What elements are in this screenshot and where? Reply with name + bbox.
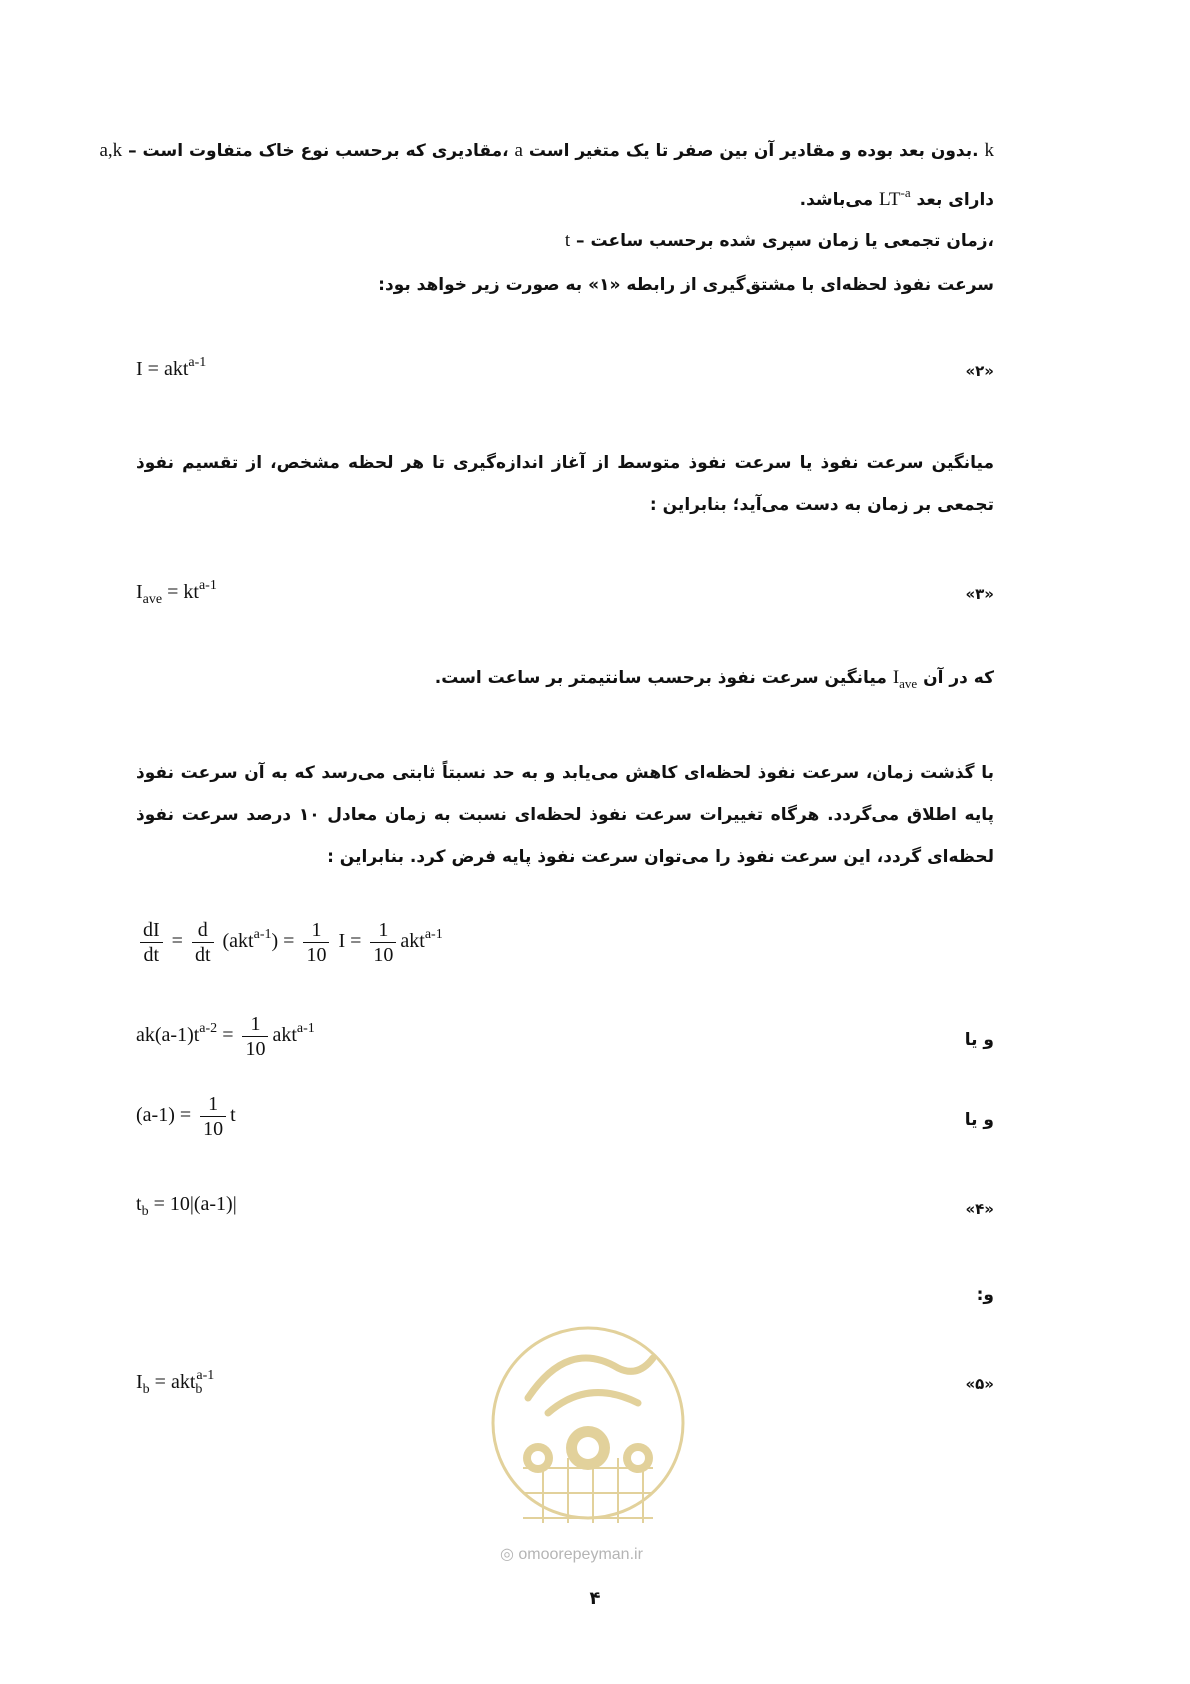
and-label: و: [976, 1285, 994, 1305]
fraction-one-tenth-b: $\frac{1}{10}$ [370, 918, 396, 967]
var-k: k [984, 140, 994, 161]
or-label-1: و یا [964, 1030, 994, 1050]
paragraph-average-rate: میانگین سرعت نفوذ یا سرعت نفوذ متوسط از آغاز اندازه‌گیری تا هر لحظه مشخص، از تقسیم نفوذ تجمعی بر زمان به دست می‌آید؛ بنابراین : [136, 453, 994, 515]
definition-t-text: – زمان تجمعی یا زمان سپری شده برحسب ساعت، [570, 231, 994, 251]
equation-4: $t_b = 10|(a-1)|$ [136, 1193, 237, 1219]
equation-2: I = akt$^{a-1}$ [136, 355, 207, 380]
equation-2-number: «۲» [965, 362, 994, 380]
watermark-url: ◎ omoorepeyman.ir [500, 1546, 643, 1563]
dimension-pre: دارای بعد [910, 190, 994, 210]
watermark-logo [488, 1318, 688, 1558]
equation-or-2: (a-1) = $\frac{1}{10}$ t [136, 1093, 236, 1140]
equation-3: $I_{ave} = kt^{a-1}$ [136, 578, 217, 607]
page-number: ۴ [589, 1588, 601, 1609]
fraction-d-dt: $\frac{d}{dt}$ [192, 918, 214, 967]
definition-ak-text: – مقادیری که برحسب نوع خاک متفاوت است، [122, 141, 515, 161]
equation-or-1: $ak(a-1)t^{a-2}$ = $\frac{1}{10}$ akt$^{a-1}$ [136, 1013, 315, 1060]
equation-5-number: «۵» [965, 1375, 994, 1393]
equation-5: $I_b = akt_b^{a-1}$ [136, 1368, 215, 1397]
paragraph-basic-rate: با گذشت زمان، سرعت نفوذ لحظه‌ای کاهش می‌یابد و به حد نسبتاً ثابتی می‌رسد که به آن سرعت نفوذ پایه اطلاق می‌گردد. هرگاه تغییرات سرعت نفوذ لحظه‌ای نسبت به زمان معادل ۱۰ درصد سرعت نفوذ لحظه‌ای گردد، این سرعت نفوذ را می‌توان سرعت نفوذ پایه فرض کرد. بنابراین : [136, 763, 994, 867]
iave-definition: که در آن $I_{ave}$ میانگین سرعت نفوذ برحسب سانتیمتر بر ساعت است. [434, 667, 994, 691]
fraction-one-tenth-a: $\frac{1}{10}$ [303, 918, 329, 967]
var-t: t [564, 230, 571, 251]
var-iave: $I_{ave}$ [892, 667, 918, 691]
var-ak: a,k [99, 140, 123, 161]
dimension-value: $LT^{-a}$ [879, 185, 911, 210]
equation-derivative: $\frac{dI}{dt}$ = $\frac{d}{dt}$ (akt$^{a-1}$) = $\frac{1}{10}$ I = $\frac{1}{10}$ akt$^{a-1}$ [136, 918, 443, 967]
definition-k-dimension [800, 185, 994, 211]
definition-t [565, 230, 994, 252]
var-a: a [514, 140, 523, 161]
equation-4-number: «۴» [965, 1200, 994, 1218]
or-label-2: و یا [964, 1110, 994, 1130]
fraction-one-tenth-c: $\frac{1}{10}$ [242, 1012, 268, 1061]
fraction-di-dt: $\frac{dI}{dt}$ [140, 918, 163, 967]
fraction-one-tenth-d: $\frac{1}{10}$ [200, 1092, 226, 1141]
dimension-post: می‌باشد. [799, 190, 880, 210]
derivative-intro: سرعت نفوذ لحظه‌ای با مشتق‌گیری از رابطه «۱» به صورت زیر خواهد بود: [378, 275, 994, 295]
definition-a-text: بدون بعد بوده و مقادیر آن بین صفر تا یک متغیر است. [522, 141, 985, 161]
definition-ak [99, 140, 994, 162]
equation-3-number: «۳» [965, 585, 994, 603]
